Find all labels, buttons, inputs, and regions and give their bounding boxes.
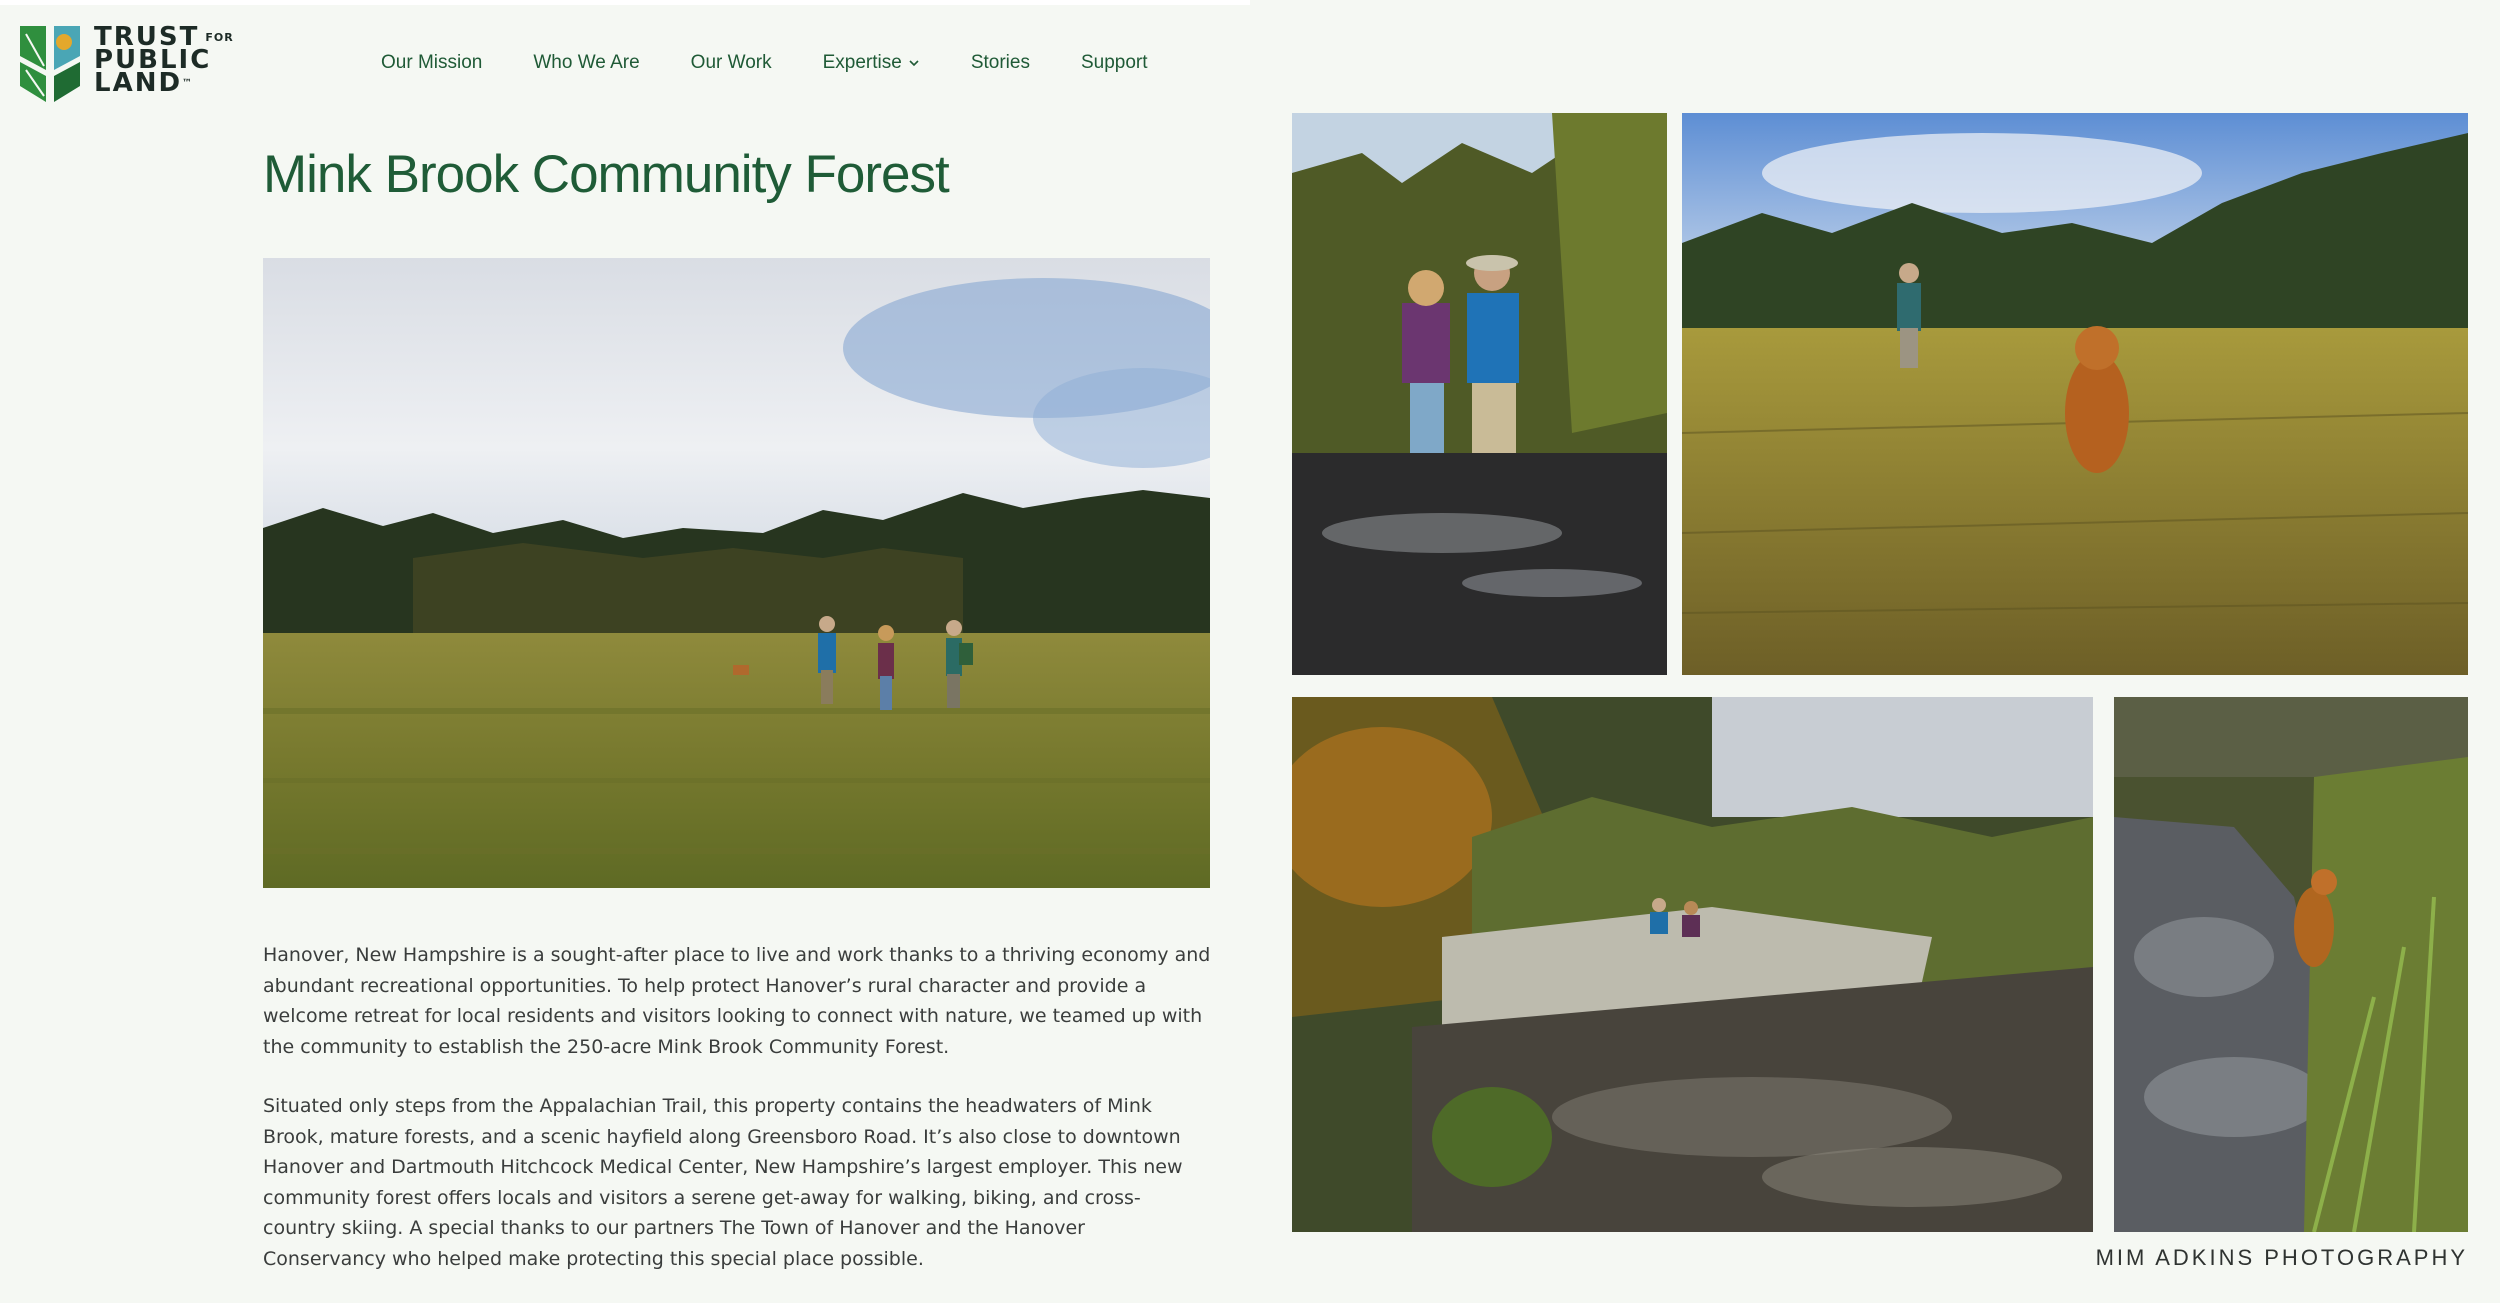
nav-expertise[interactable]: Expertise — [823, 52, 920, 74]
meadow-dog-photo — [1682, 113, 2468, 675]
paragraph-location: Situated only steps from the Appalachian Trail, this property contains the headwaters of Mink Brook, mature forests, and a scenic hayfield along Greensboro Road. It’s also close to downtown Hanover and Dartmouth Hitchcock Medical Center, New Hampshire’s largest employer. This new community forest offers locals and visitors a serene get-away for walking, biking, and cross-country skiing. A special thanks to our partners The Town of Hanover and the Hanover Conservancy who helped make protecting this special place possible. — [263, 1095, 1183, 1270]
nav-our-mission[interactable]: Our Mission — [381, 52, 483, 73]
page-title: Mink Brook Community Forest — [263, 145, 949, 204]
chevron-down-icon — [908, 57, 920, 69]
main-nav — [381, 52, 1199, 74]
top-strip — [0, 0, 1250, 5]
riverbank-photo — [1292, 697, 2093, 1232]
dog-stream-photo — [2114, 697, 2468, 1232]
photo-credit: MIM ADKINS PHOTOGRAPHY — [2095, 1245, 2468, 1270]
nav-who-we-are[interactable]: Who We Are — [533, 52, 640, 73]
logo-wordmark: TRUST $^{FOR}$ PUBLIC LAND™ — [94, 22, 234, 98]
nav-stories[interactable]: Stories — [970, 52, 1030, 73]
trust-for-public-land-logo[interactable] — [20, 22, 250, 102]
hayfield-hikers-photo — [263, 258, 1210, 888]
creek-crossing-photo — [1292, 113, 1667, 675]
logo-leaf-icon — [20, 26, 80, 102]
article-body — [263, 940, 1213, 1303]
nav-support[interactable]: Support — [1080, 52, 1148, 73]
paragraph-intro: Hanover, New Hampshire is a sought-after place to live and work thanks to a thriving economy and abundant recreational opportunities. To help protect Hanover’s rural character and provide a welcome retreat for local residents and visitors looking to connect with nature, we teamed up with the community to establish the 250-acre Mink Brook Community Forest. — [263, 944, 1211, 1058]
nav-our-work[interactable]: Our Work — [690, 52, 772, 73]
